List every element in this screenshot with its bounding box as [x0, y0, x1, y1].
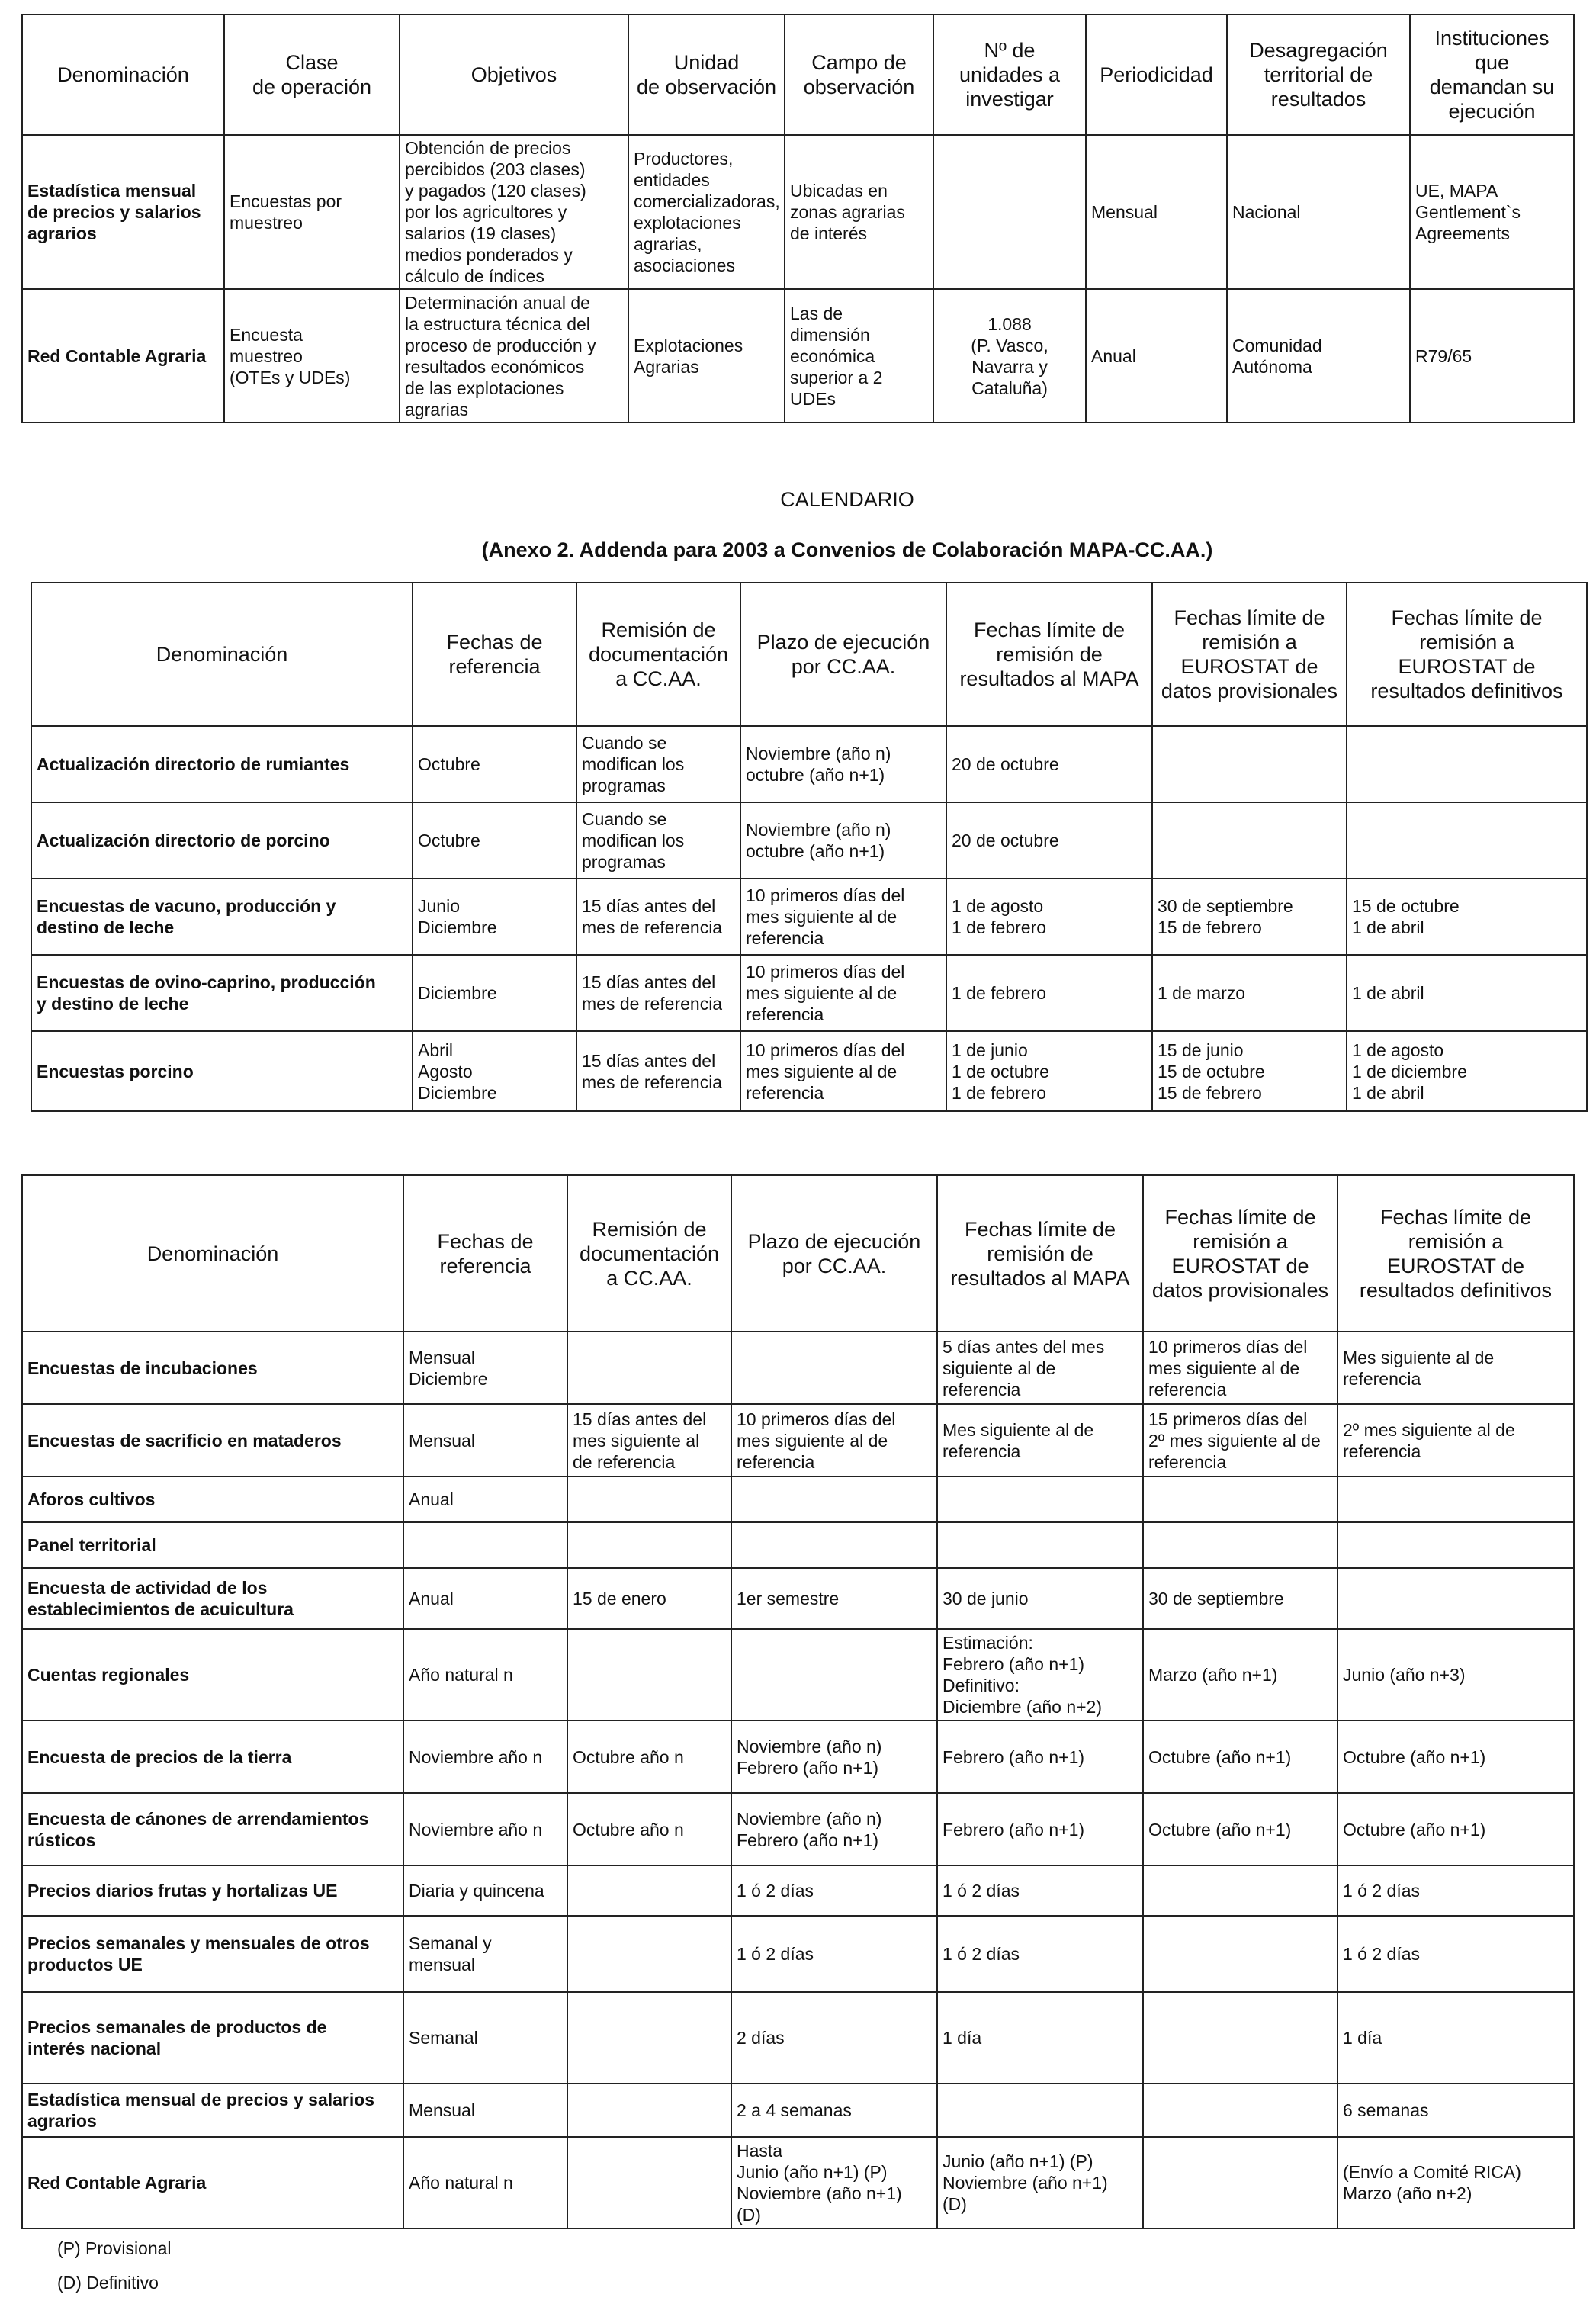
table-cell — [403, 1522, 567, 1568]
table-cell: Mensual — [403, 2084, 567, 2137]
table-cell — [567, 2084, 731, 2137]
table-cell: 15 primeros días del 2º mes siguiente al de referencia — [1143, 1404, 1337, 1476]
legend-definitive: (D) Definitivo — [57, 2273, 159, 2293]
table-cell — [1347, 802, 1587, 879]
table-header-row — [31, 583, 1587, 726]
table-cell: Anual — [1086, 289, 1227, 423]
row-name-cell: Precios diarios frutas y hortalizas UE — [22, 1865, 403, 1916]
calendar-table-other — [21, 1174, 1575, 2229]
table-cell: Encuestas por muestreo — [224, 135, 400, 289]
table-cell — [1337, 1568, 1574, 1629]
table-cell: 2 a 4 semanas — [731, 2084, 937, 2137]
table-cell: 1 ó 2 días — [1337, 1916, 1574, 1992]
table-cell: Explotaciones Agrarias — [628, 289, 785, 423]
table-cell — [1143, 1865, 1337, 1916]
table-cell: 15 de enero — [567, 1568, 731, 1629]
table-cell: 1 día — [937, 1992, 1143, 2084]
table-cell — [1143, 2137, 1337, 2228]
table-cell — [1152, 802, 1347, 879]
table-cell: Febrero (año n+1) — [937, 1721, 1143, 1793]
column-header: Fechas límite de remisión a EUROSTAT de resultados definitivos — [1347, 583, 1587, 726]
table-row — [22, 2137, 1574, 2228]
table-cell: 1 de agosto 1 de diciembre 1 de abril — [1347, 1031, 1587, 1111]
table-row — [31, 802, 1587, 879]
table-cell: Diciembre — [413, 955, 576, 1031]
table-row — [22, 1522, 1574, 1568]
table-cell: Hasta Junio (año n+1) (P) Noviembre (año n+1) (D) — [731, 2137, 937, 2228]
table-row — [22, 2084, 1574, 2137]
table-cell: Febrero (año n+1) — [937, 1793, 1143, 1865]
column-header: Objetivos — [400, 14, 628, 135]
column-header: Plazo de ejecución por CC.AA. — [731, 1175, 937, 1332]
table-cell: Año natural n — [403, 2137, 567, 2228]
table-cell — [567, 1476, 731, 1522]
table-cell: 1 de abril — [1347, 955, 1587, 1031]
table-cell — [1337, 1476, 1574, 1522]
table-cell — [567, 1992, 731, 2084]
table-cell: 15 días antes del mes de referencia — [576, 955, 740, 1031]
table-cell: Cuando se modifican los programas — [576, 726, 740, 802]
table-cell: Noviembre (año n) Febrero (año n+1) — [731, 1793, 937, 1865]
table-row — [22, 1568, 1574, 1629]
table-cell — [1337, 1522, 1574, 1568]
table-cell: Marzo (año n+1) — [1143, 1629, 1337, 1721]
table-cell — [1143, 1916, 1337, 1992]
column-header: Desagregación territorial de resultados — [1227, 14, 1410, 135]
table-cell: Octubre — [413, 802, 576, 879]
table-cell: Mes siguiente al de referencia — [937, 1404, 1143, 1476]
table-cell: Encuesta muestreo (OTEs y UDEs) — [224, 289, 400, 423]
row-name-cell: Encuestas de sacrificio en mataderos — [22, 1404, 403, 1476]
table-row — [31, 726, 1587, 802]
table-cell: 15 de octubre 1 de abril — [1347, 879, 1587, 955]
table-row — [22, 1629, 1574, 1721]
table-cell: 1 ó 2 días — [731, 1865, 937, 1916]
table-cell: 2º mes siguiente al de referencia — [1337, 1404, 1574, 1476]
table-row — [31, 955, 1587, 1031]
table-cell: 15 días antes del mes de referencia — [576, 1031, 740, 1111]
table-cell — [567, 1629, 731, 1721]
column-header: Denominación — [22, 14, 224, 135]
row-name-cell: Encuestas de incubaciones — [22, 1332, 403, 1404]
table-cell — [937, 2084, 1143, 2137]
column-header: Fechas límite de remisión a EUROSTAT de datos provisionales — [1152, 583, 1347, 726]
column-header: Plazo de ejecución por CC.AA. — [740, 583, 946, 726]
table-cell — [567, 1522, 731, 1568]
table-cell: 20 de octubre — [946, 802, 1152, 879]
row-name-cell: Red Contable Agraria — [22, 2137, 403, 2228]
table-cell: Noviembre (año n) Febrero (año n+1) — [731, 1721, 937, 1793]
table-cell — [1143, 1476, 1337, 1522]
table-cell: Junio (año n+3) — [1337, 1629, 1574, 1721]
table-cell: 1 de marzo — [1152, 955, 1347, 1031]
table-cell: 10 primeros días del mes siguiente al de referencia — [740, 955, 946, 1031]
column-header: Denominación — [31, 583, 413, 726]
table-cell — [1152, 726, 1347, 802]
table-cell — [937, 1522, 1143, 1568]
table-row — [22, 135, 1574, 289]
table-cell: Octubre (año n+1) — [1143, 1793, 1337, 1865]
table-cell: Nacional — [1227, 135, 1410, 289]
table-cell: Anual — [403, 1476, 567, 1522]
table-cell — [731, 1522, 937, 1568]
table-cell: Anual — [403, 1568, 567, 1629]
table-cell: Octubre (año n+1) — [1337, 1793, 1574, 1865]
table-cell: Mensual Diciembre — [403, 1332, 567, 1404]
table-cell: 10 primeros días del mes siguiente al de referencia — [731, 1404, 937, 1476]
table-cell: Estimación: Febrero (año n+1) Definitivo: Diciembre (año n+2) — [937, 1629, 1143, 1721]
table-cell: 20 de octubre — [946, 726, 1152, 802]
table-cell: 10 primeros días del mes siguiente al de referencia — [740, 1031, 946, 1111]
table-cell: (Envío a Comité RICA) Marzo (año n+2) — [1337, 2137, 1574, 2228]
table-cell: Noviembre (año n) octubre (año n+1) — [740, 802, 946, 879]
table-cell: Productores, entidades comercializadoras, explotaciones agrarias, asociaciones — [628, 135, 785, 289]
table-cell: 10 primeros días del mes siguiente al de referencia — [1143, 1332, 1337, 1404]
table-row — [22, 1793, 1574, 1865]
table-cell: Comunidad Autónoma — [1227, 289, 1410, 423]
table-cell: Noviembre (año n) octubre (año n+1) — [740, 726, 946, 802]
table-cell: Octubre — [413, 726, 576, 802]
row-name-cell: Encuestas porcino — [31, 1031, 413, 1111]
column-header: Instituciones que demandan su ejecución — [1410, 14, 1574, 135]
legend-provisional: (P) Provisional — [57, 2238, 172, 2258]
table-cell: 1 ó 2 días — [1337, 1865, 1574, 1916]
table-cell: 1 ó 2 días — [937, 1916, 1143, 1992]
table-cell: 1 día — [1337, 1992, 1574, 2084]
table-row — [31, 1031, 1587, 1111]
table-row — [22, 1476, 1574, 1522]
column-header: Fechas límite de remisión a EUROSTAT de datos provisionales — [1143, 1175, 1337, 1332]
table-cell: Diaria y quincena — [403, 1865, 567, 1916]
table-row — [22, 1865, 1574, 1916]
table-cell: Semanal y mensual — [403, 1916, 567, 1992]
row-name-cell: Aforos cultivos — [22, 1476, 403, 1522]
table-row — [22, 1992, 1574, 2084]
table-cell — [1143, 2084, 1337, 2137]
table-cell — [731, 1332, 937, 1404]
table-cell — [1143, 1992, 1337, 2084]
table-cell: 30 de septiembre — [1143, 1568, 1337, 1629]
table-cell: 1 ó 2 días — [937, 1865, 1143, 1916]
table-cell: 1.088 (P. Vasco, Navarra y Cataluña) — [933, 289, 1086, 423]
table-cell: Las de dimensión económica superior a 2 UDEs — [785, 289, 933, 423]
table-cell: Ubicadas en zonas agrarias de interés — [785, 135, 933, 289]
table-cell: 2 días — [731, 1992, 937, 2084]
table-cell: 1 de febrero — [946, 955, 1152, 1031]
table-header-row — [22, 1175, 1574, 1332]
table-cell: 6 semanas — [1337, 2084, 1574, 2137]
table-cell: 1 ó 2 días — [731, 1916, 937, 1992]
table-cell: Octubre (año n+1) — [1337, 1721, 1574, 1793]
row-name-cell: Encuestas de vacuno, producción y destino de leche — [31, 879, 413, 955]
table-cell — [567, 1916, 731, 1992]
row-name-cell: Encuestas de ovino-caprino, producción y destino de leche — [31, 955, 413, 1031]
table-row — [22, 1916, 1574, 1992]
column-header: Fechas límite de remisión de resultados al MAPA — [946, 583, 1152, 726]
table-cell: 1er semestre — [731, 1568, 937, 1629]
table-cell: Junio (año n+1) (P) Noviembre (año n+1) (D) — [937, 2137, 1143, 2228]
table-row — [22, 1721, 1574, 1793]
table-cell — [731, 1476, 937, 1522]
table-cell — [1347, 726, 1587, 802]
column-header: Fechas de referencia — [413, 583, 576, 726]
table-row — [22, 1404, 1574, 1476]
row-name-cell: Panel territorial — [22, 1522, 403, 1568]
table-cell — [933, 135, 1086, 289]
column-header: Remisión de documentación a CC.AA. — [576, 583, 740, 726]
calendar-subheading: (Anexo 2. Addenda para 2003 a Convenios de Colaboración MAPA-CC.AA.) — [481, 538, 1213, 561]
table-cell: Determinación anual de la estructura técnica del proceso de producción y resultados económicos de las explotaciones agrarias — [400, 289, 628, 423]
table-header-row — [22, 14, 1574, 135]
table-cell: Año natural n — [403, 1629, 567, 1721]
calendar-heading: CALENDARIO — [780, 488, 914, 511]
row-name-cell: Red Contable Agraria — [22, 289, 224, 423]
table-cell — [937, 1476, 1143, 1522]
column-header: Remisión de documentación a CC.AA. — [567, 1175, 731, 1332]
column-header: Clase de operación — [224, 14, 400, 135]
table-cell: Mes siguiente al de referencia — [1337, 1332, 1574, 1404]
column-header: Fechas límite de remisión de resultados al MAPA — [937, 1175, 1143, 1332]
table-cell — [1143, 1522, 1337, 1568]
table-cell: Semanal — [403, 1992, 567, 2084]
table-cell: Cuando se modifican los programas — [576, 802, 740, 879]
row-name-cell: Precios semanales de productos de interés nacional — [22, 1992, 403, 2084]
table-cell: Mensual — [1086, 135, 1227, 289]
column-header: Campo de observación — [785, 14, 933, 135]
table-cell: Octubre (año n+1) — [1143, 1721, 1337, 1793]
row-name-cell: Precios semanales y mensuales de otros productos UE — [22, 1916, 403, 1992]
table-cell: 1 de agosto 1 de febrero — [946, 879, 1152, 955]
table-cell: Junio Diciembre — [413, 879, 576, 955]
table-cell: 30 de septiembre 15 de febrero — [1152, 879, 1347, 955]
column-header: Denominación — [22, 1175, 403, 1332]
row-name-cell: Actualización directorio de rumiantes — [31, 726, 413, 802]
row-name-cell: Encuesta de actividad de los establecimientos de acuicultura — [22, 1568, 403, 1629]
row-name-cell: Estadística mensual de precios y salarios agrarios — [22, 2084, 403, 2137]
table-cell: UE, MAPA Gentlement`s Agreements — [1410, 135, 1574, 289]
table-cell: 5 días antes del mes siguiente al de referencia — [937, 1332, 1143, 1404]
row-name-cell: Encuesta de cánones de arrendamientos rústicos — [22, 1793, 403, 1865]
table-cell: 1 de junio 1 de octubre 1 de febrero — [946, 1031, 1152, 1111]
table-cell: Obtención de precios percibidos (203 clases) y pagados (120 clases) por los agricultores y salarios (19 clases) medios ponderados y cálculo de índices — [400, 135, 628, 289]
statistics-operations-table — [21, 14, 1575, 423]
calendar-table-livestock — [31, 582, 1588, 1112]
table-cell: Noviembre año n — [403, 1793, 567, 1865]
table-cell: Noviembre año n — [403, 1721, 567, 1793]
table-cell — [567, 2137, 731, 2228]
table-cell — [567, 1332, 731, 1404]
table-cell — [567, 1865, 731, 1916]
table-cell — [731, 1629, 937, 1721]
column-header: Fechas límite de remisión a EUROSTAT de resultados definitivos — [1337, 1175, 1574, 1332]
row-name-cell: Encuesta de precios de la tierra — [22, 1721, 403, 1793]
table-cell: Mensual — [403, 1404, 567, 1476]
row-name-cell: Cuentas regionales — [22, 1629, 403, 1721]
table-row — [22, 289, 1574, 423]
table-cell: 15 de junio 15 de octubre 15 de febrero — [1152, 1031, 1347, 1111]
table-cell: 30 de junio — [937, 1568, 1143, 1629]
column-header: Fechas de referencia — [403, 1175, 567, 1332]
column-header: Unidad de observación — [628, 14, 785, 135]
table-cell: Abril Agosto Diciembre — [413, 1031, 576, 1111]
table-cell: 10 primeros días del mes siguiente al de referencia — [740, 879, 946, 955]
row-name-cell: Actualización directorio de porcino — [31, 802, 413, 879]
table-cell: Octubre año n — [567, 1793, 731, 1865]
table-row — [31, 879, 1587, 955]
table-cell: R79/65 — [1410, 289, 1574, 423]
table-cell: 15 días antes del mes siguiente al de referencia — [567, 1404, 731, 1476]
column-header: Periodicidad — [1086, 14, 1227, 135]
table-cell: Octubre año n — [567, 1721, 731, 1793]
column-header: Nº de unidades a investigar — [933, 14, 1086, 135]
table-cell: 15 días antes del mes de referencia — [576, 879, 740, 955]
row-name-cell: Estadística mensual de precios y salarios agrarios — [22, 135, 224, 289]
table-row — [22, 1332, 1574, 1404]
